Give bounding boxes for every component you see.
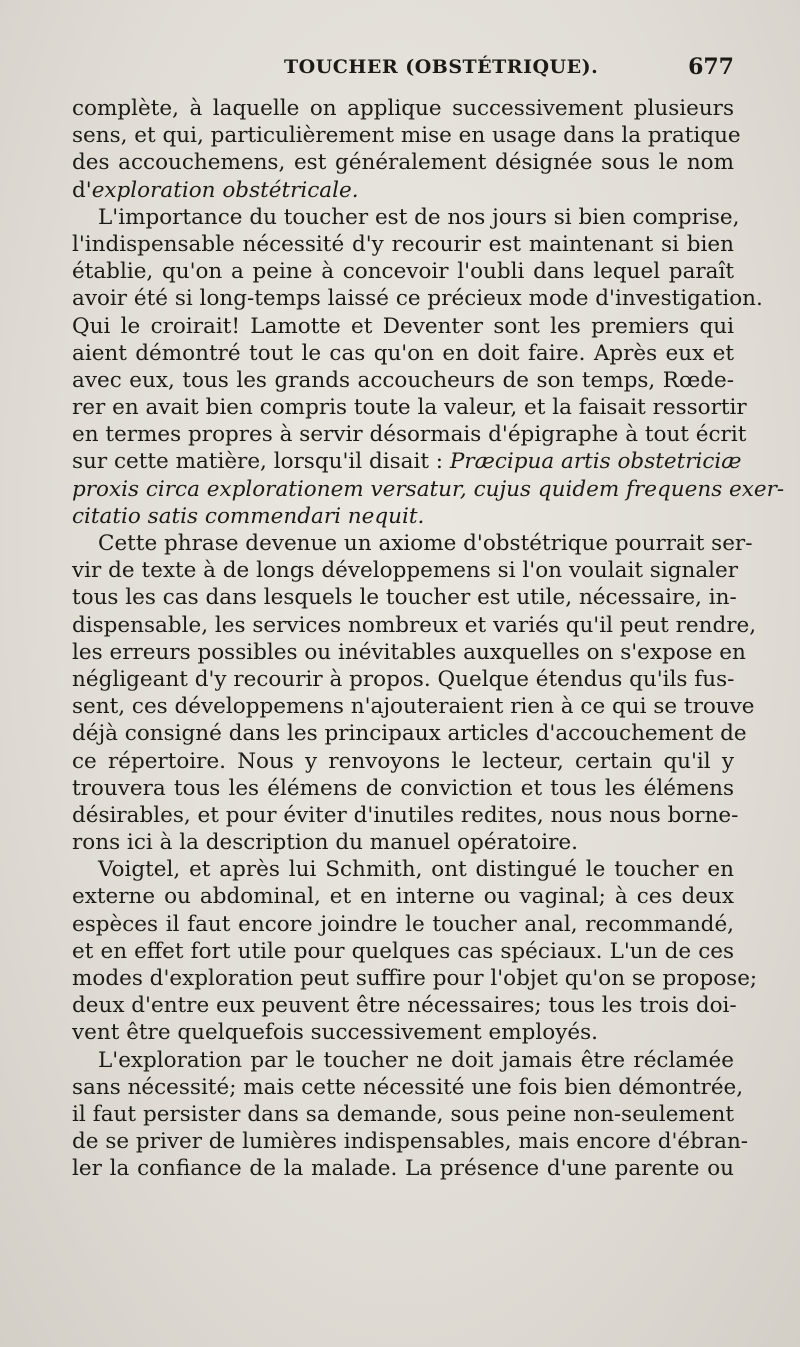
line-text: espèces il faut encore joindre le toucher anal, recommandé,	[72, 911, 734, 937]
text-line	[72, 584, 737, 611]
text-line	[72, 340, 734, 367]
line-text: des accouchemens, est généralement désignée sous le nom	[72, 150, 734, 176]
line-text: sent, ces développemens n'ajouteraient rien à ce qui se trouve	[72, 694, 755, 720]
text-line	[72, 285, 763, 312]
text-line	[72, 476, 785, 503]
line-text: négligeant d'y recourir à propos. Quelque étendus qu'ils fus-	[72, 666, 735, 692]
text-line	[72, 258, 734, 285]
text-line	[72, 1101, 734, 1128]
body-text	[72, 95, 785, 1183]
text-line	[72, 802, 739, 829]
text-line	[72, 503, 734, 530]
line-text: il faut persister dans sa demande, sous peine non-seulement	[72, 1101, 734, 1127]
line-text: sur cette matière, lorsqu'il disait :	[72, 449, 450, 475]
line-text: externe ou abdominal, et en interne ou vaginal; à ces deux	[72, 884, 734, 910]
line-text: sans nécessité; mais cette nécessité une fois bien démontrée,	[72, 1074, 744, 1100]
line-text: d'	[72, 177, 92, 203]
line-text: vent être quelquefois successivement employés.	[72, 1020, 598, 1046]
text-line	[72, 829, 734, 856]
line-text: Voigtel, et après lui Schmith, ont distingué le toucher en	[98, 857, 734, 883]
text-line	[72, 693, 755, 720]
text-line	[72, 612, 757, 639]
line-text: avec eux, tous les grands accoucheurs de son temps, Rœde-	[72, 367, 734, 393]
text-line	[72, 992, 737, 1019]
line-text: Qui le croirait! Lamotte et Deventer sont les premiers qui	[72, 313, 734, 339]
text-line	[72, 775, 734, 802]
italic-text: Præcipua artis obstetriciæ	[449, 449, 742, 475]
text-line	[72, 1019, 734, 1046]
line-text: aient démontré tout le cas qu'on en doit faire. Après eux et	[72, 340, 734, 366]
line-text: l'indispensable nécessité d'y recourir est maintenant si bien	[72, 231, 734, 257]
line-text: tous les cas dans lesquels le toucher est utile, nécessaire, in-	[72, 585, 737, 611]
text-line	[72, 1128, 749, 1155]
text-line	[72, 1155, 734, 1182]
text-line	[72, 856, 734, 883]
italic-text: proxis circa explorationem versatur, cujus quidem frequens exer-	[72, 476, 785, 502]
text-line	[72, 530, 753, 557]
line-text: modes d'exploration peut suffire pour l'objet qu'on se propose;	[72, 966, 758, 991]
line-text: établie, qu'on a peine à concevoir l'oubli dans lequel paraît	[72, 259, 734, 285]
text-line	[72, 666, 734, 693]
line-text: L'exploration par le toucher ne doit jamais être réclamée	[98, 1047, 734, 1073]
line-text: déjà consigné dans les principaux articles d'accouchement de	[72, 721, 747, 747]
line-text: avoir été si long-temps laissé ce précieux mode d'investigation.	[72, 286, 763, 312]
text-line	[72, 231, 734, 258]
line-text: sens, et qui, particulièrement mise en usage dans la pratique	[72, 123, 741, 149]
text-line	[72, 748, 734, 775]
text-line	[72, 448, 742, 475]
line-text: L'importance du toucher est de nos jours si bien comprise,	[98, 204, 740, 230]
line-text: de se priver de lumières indispensables, mais encore d'ébran-	[72, 1129, 749, 1155]
text-line	[72, 95, 734, 122]
line-text: désirables, et pour éviter d'inutiles redites, nous nous borne-	[72, 802, 739, 828]
text-line	[72, 720, 747, 747]
line-text: ce répertoire. Nous y renvoyons le lecteur, certain qu'il y	[72, 748, 734, 774]
text-line	[72, 883, 734, 910]
text-line	[72, 122, 741, 149]
line-text: vir de texte à de longs développemens si l'on voulait signaler	[72, 558, 739, 584]
line-text: complète, à laquelle on applique successivement plusieurs	[72, 96, 734, 121]
page-number: 677	[688, 54, 734, 80]
text-line	[72, 965, 758, 992]
text-line	[72, 1074, 744, 1101]
italic-text: citatio satis commendari nequit.	[72, 503, 425, 529]
text-line	[72, 911, 734, 938]
line-text: ler la confiance de la malade. La présence d'une parente ou	[72, 1156, 734, 1182]
line-text: deux d'entre eux peuvent être nécessaires; tous les trois doi-	[72, 993, 737, 1019]
line-text: dispensable, les services nombreux et variés qu'il peut rendre,	[72, 612, 757, 638]
text-line	[72, 1047, 734, 1074]
text-line	[72, 557, 739, 584]
line-text: trouvera tous les élémens de conviction et tous les élémens	[72, 775, 734, 801]
line-text: rer en avait bien compris toute la valeur, et la faisait ressortir	[72, 395, 747, 421]
text-line	[72, 421, 747, 448]
page-header	[72, 56, 734, 86]
text-line	[72, 367, 734, 394]
line-text: rons ici à la description du manuel opératoire.	[72, 830, 578, 856]
text-line	[72, 149, 734, 176]
italic-text: exploration obstétricale.	[91, 177, 359, 203]
text-line	[72, 204, 740, 231]
line-text: Cette phrase devenue un axiome d'obstétrique pourrait ser-	[98, 531, 753, 556]
text-line	[72, 938, 734, 965]
line-text: en termes propres à servir désormais d'épigraphe à tout écrit	[72, 422, 747, 448]
line-text: les erreurs possibles ou inévitables auxquelles on s'expose en	[72, 639, 746, 665]
line-text: et en effet fort utile pour quelques cas spéciaux. L'un de ces	[72, 938, 734, 964]
text-line	[72, 394, 747, 421]
running-head: TOUCHER (OBSTÉTRIQUE).	[284, 56, 599, 78]
text-line	[72, 177, 734, 204]
text-line	[72, 313, 734, 340]
text-line	[72, 639, 746, 666]
